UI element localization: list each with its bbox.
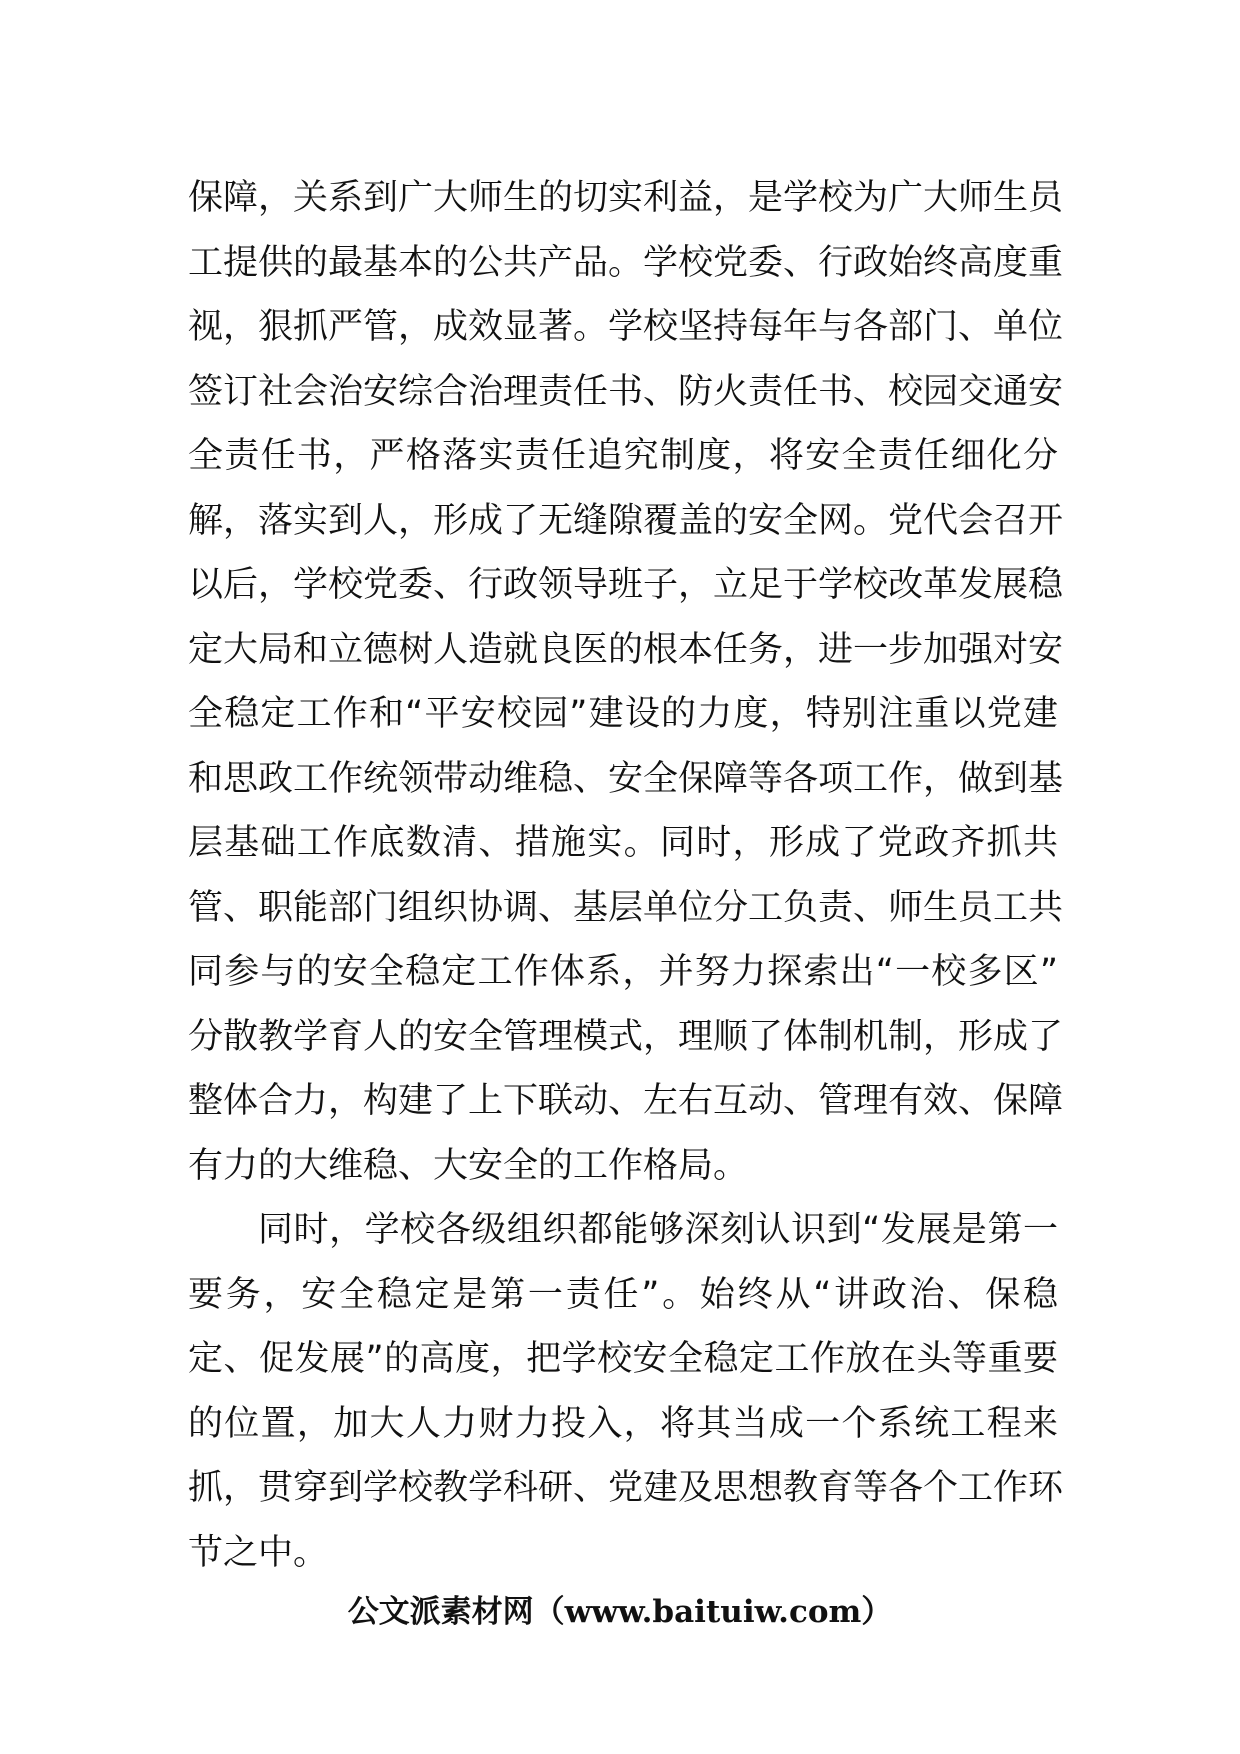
text-line: 定大局和立德树人造就良医的根本任务，进一步加强对安	[188, 629, 1064, 670]
text-line: 全责任书，严格落实责任追究制度，将安全责任细化分	[188, 436, 1058, 476]
text-line: 同时，学校各级组织都能够深刻认识到“发展是第一	[258, 1210, 1058, 1250]
paragraph-2	[188, 1198, 1064, 1585]
text-line: 有力的大维稳、大安全的工作格局。	[188, 1145, 749, 1186]
text-line: 要务，安全稳定是第一责任”。始终从“讲政治、保稳	[188, 1274, 1058, 1315]
document-body	[188, 166, 1064, 1585]
text-line: 整体合力，构建了上下联动、左右互动、管理有效、保障	[188, 1081, 1064, 1121]
text-line: 全稳定工作和“平安校园”建设的力度，特别注重以党建	[188, 694, 1058, 734]
text-line: 和思政工作统领带动维稳、安全保障等各项工作，做到基	[188, 758, 1064, 799]
text-line: 分散教学育人的安全管理模式，理顺了体制机制，形成了	[188, 1016, 1064, 1057]
text-line: 保障，关系到广大师生的切实利益，是学校为广大师生员	[188, 178, 1064, 218]
text-line: 抓，贯穿到学校教学科研、党建及思想教育等各个工作环	[188, 1468, 1064, 1508]
text-line: 的位置，加大人力财力投入，将其当成一个系统工程来	[188, 1403, 1058, 1444]
text-line: 视，狠抓严管，成效显著。学校坚持每年与各部门、单位	[188, 307, 1064, 347]
text-line: 解，落实到人，形成了无缝隙覆盖的安全网。党代会召开	[188, 500, 1064, 541]
text-line: 定、促发展”的高度，把学校安全稳定工作放在头等重要	[188, 1339, 1058, 1379]
text-line: 节之中。	[188, 1532, 329, 1573]
text-line: 管、职能部门组织协调、基层单位分工负责、师生员工共	[188, 887, 1064, 928]
text-line: 同参与的安全稳定工作体系，并努力探索出“一校多区”	[188, 952, 1058, 992]
text-line: 层基础工作底数清、措施实。同时，形成了党政齐抓共	[188, 823, 1058, 863]
paragraph-1	[188, 166, 1064, 1198]
text-line: 工提供的最基本的公共产品。学校党委、行政始终高度重	[188, 242, 1064, 283]
footer-source-note: 公文派素材网（www.baituiw.com）	[347, 1594, 893, 1630]
text-line: 以后，学校党委、行政领导班子，立足于学校改革发展稳	[188, 565, 1064, 605]
text-line: 签订社会治安综合治理责任书、防火责任书、校园交通安	[188, 371, 1064, 412]
